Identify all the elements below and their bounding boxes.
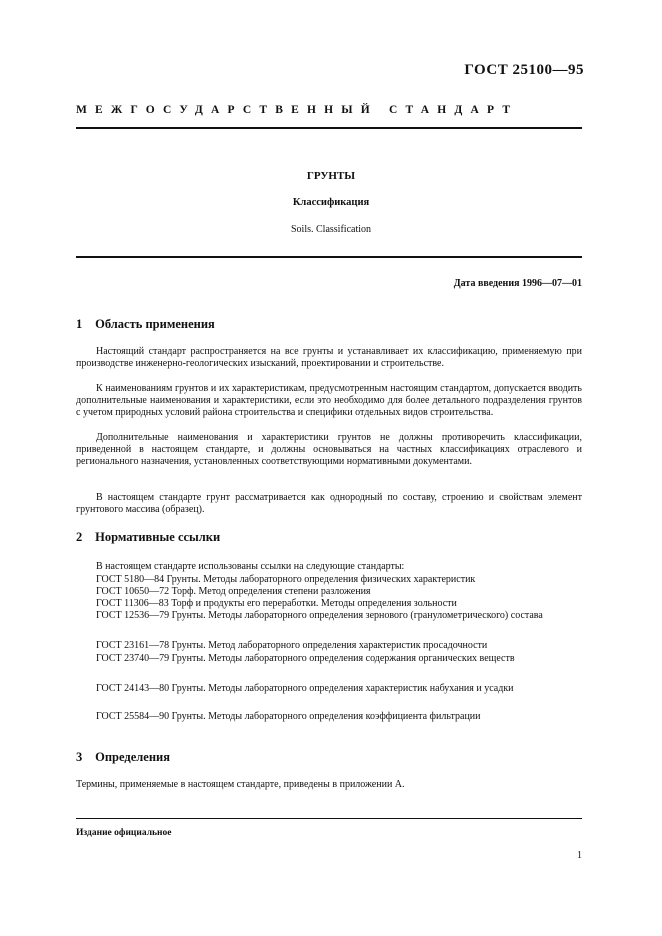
paragraph	[76, 346, 582, 370]
header-rule	[76, 127, 582, 129]
section-heading	[76, 530, 220, 545]
section-number: 3	[76, 750, 83, 764]
paragraph	[76, 383, 582, 420]
reference-item: ГОСТ 11306—83 Торф и продукты его переработки. Методы определения зольности	[96, 598, 457, 609]
reference-item: ГОСТ 23740—79 Грунты. Методы лабораторного определения содержания органических веществ	[96, 653, 515, 664]
title-rule	[76, 256, 582, 258]
reference-item: ГОСТ 24143—80 Грунты. Методы лабораторного определения характеристик набухания и усадки	[96, 683, 514, 694]
reference-item: ГОСТ 25584—90 Грунты. Методы лабораторного определения коэффициента фильтрации	[96, 711, 481, 722]
paragraph-text: К наименованиям грунтов и их характеристикам, предусмотренным настоящим стандартом, допускается вводить дополнительные наименования и характеристики, если это необходимо для более детального подразделения грунтов с учетом природных условий района строительства и специфики отдельных видов строительства.	[76, 383, 582, 419]
paragraph	[76, 432, 582, 469]
reference-item: ГОСТ 10650—72 Торф. Метод определения степени разложения	[96, 586, 371, 597]
intro-date: Дата введения 1996—07—01	[453, 278, 582, 289]
paragraph-text: Дополнительные наименования и характеристики грунтов не должны противоречить классификации, приведенной в настоящем стандарте, и должны основываться на частных классификациях отраслевого и регионального назначения, установленных соответствующими нормативными документами.	[76, 432, 582, 468]
paragraph	[76, 779, 582, 791]
section-title: Определения	[95, 750, 170, 764]
interstate-standard-banner: МЕЖГОСУДАРСТВЕННЫЙ СТАНДАРТ	[76, 104, 519, 116]
document-title: ГРУНТЫ	[306, 170, 356, 182]
section-number: 2	[76, 530, 83, 544]
page-number: 1	[577, 850, 582, 861]
section-heading	[76, 317, 215, 332]
paragraph	[76, 561, 582, 573]
reference-item: ГОСТ 12536—79 Грунты. Методы лабораторного определения зернового (гранулометрического) состава	[96, 610, 543, 621]
paragraph-text: Термины, применяемые в настоящем стандарте, приведены в приложении А.	[76, 779, 405, 790]
document-title-english: Soils. Classification	[291, 224, 371, 235]
document-number: ГОСТ 25100—95	[464, 62, 584, 78]
edition-label: Издание официальное	[76, 828, 172, 838]
reference-item: ГОСТ 23161—78 Грунты. Метод лабораторного определения характеристик просадочности	[96, 640, 488, 651]
paragraph	[76, 492, 582, 516]
section-title: Нормативные ссылки	[95, 530, 221, 544]
section-heading	[76, 750, 170, 765]
paragraph-text: В настоящем стандарте грунт рассматривается как однородный по составу, строению и свойствам элемент грунтового массива (образец).	[76, 492, 582, 516]
paragraph-text: В настоящем стандарте использованы ссылки на следующие стандарты:	[96, 561, 405, 572]
document-subtitle: Классификация	[292, 197, 370, 208]
reference-item: ГОСТ 5180—84 Грунты. Методы лабораторного определения физических характеристик	[96, 574, 476, 585]
footer-rule	[76, 818, 582, 819]
section-title: Область применения	[95, 317, 215, 331]
section-number: 1	[76, 317, 83, 331]
paragraph-text: Настоящий стандарт распространяется на все грунты и устанавливает их классификацию, применяемую при производстве инженерно-геологических изысканий, проектировании и строительстве.	[76, 346, 582, 370]
